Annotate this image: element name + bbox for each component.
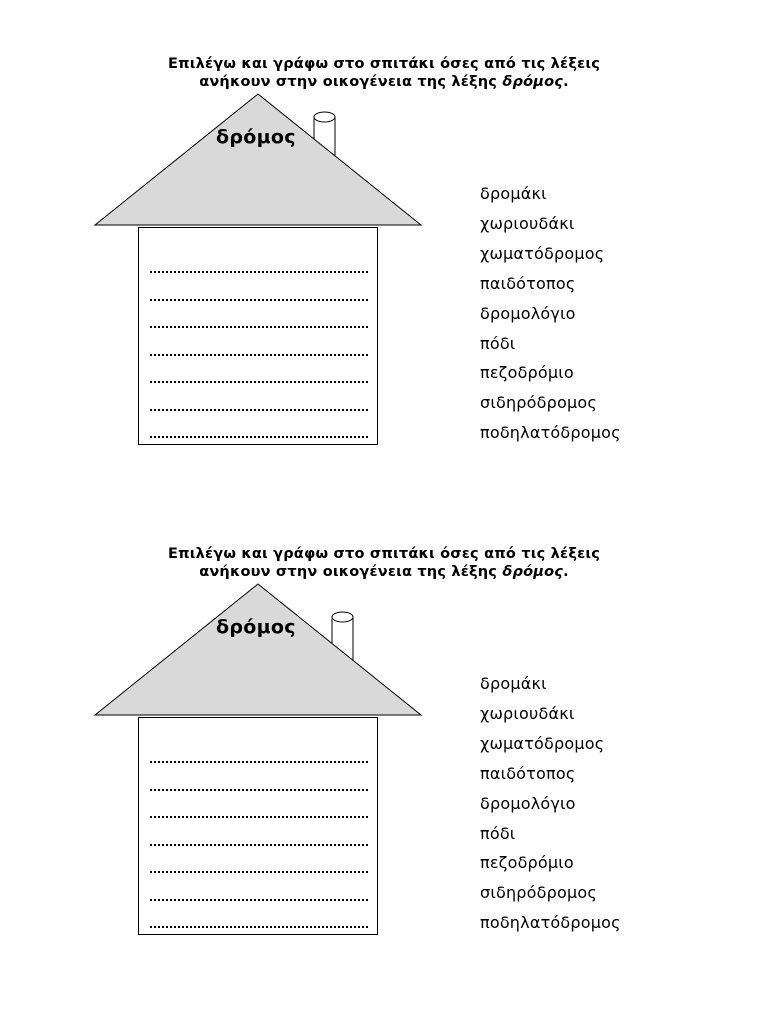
roof	[95, 94, 421, 225]
word-item: ποδηλατόδρομος	[480, 423, 621, 443]
word-item: ποδηλατόδρομος	[480, 913, 621, 933]
word-item: πεζοδρόμιο	[480, 363, 574, 383]
word-item: παιδότοπος	[480, 273, 576, 293]
exercise-1	[0, 55, 768, 495]
word-item: σιδηρόδρομος	[480, 393, 597, 413]
word-item: δρομάκι	[480, 184, 547, 203]
instruction-line-1: Επιλέγω και γράφω στο σπιτάκι όσες από τις λέξεις	[167, 546, 601, 562]
exercise-2	[0, 545, 768, 985]
instruction-line-2-prefix: ανήκουν στην οικογένεια της λέξης	[199, 564, 503, 580]
instruction-keyword: δρόμος	[502, 74, 564, 90]
word-item: χωριουδάκι	[480, 703, 575, 723]
writing-line-2[interactable]	[150, 298, 368, 301]
word-item: δρομάκι	[480, 674, 547, 693]
word-list	[480, 669, 621, 938]
house-writing-area[interactable]	[138, 227, 378, 445]
instruction-line-2-suffix: .	[563, 74, 569, 90]
word-list	[480, 179, 621, 448]
word-item: παιδότοπος	[480, 763, 576, 783]
writing-line-3[interactable]	[150, 815, 368, 818]
instruction-keyword: δρόμος	[502, 564, 564, 580]
instruction-line-2-suffix: .	[563, 564, 569, 580]
writing-line-5[interactable]	[150, 380, 368, 383]
writing-line-2[interactable]	[150, 788, 368, 791]
writing-line-7[interactable]	[150, 435, 368, 438]
word-item: σιδηρόδρομος	[480, 883, 597, 903]
word-item: χωματόδρομος	[480, 733, 605, 753]
writing-line-4[interactable]	[150, 843, 368, 846]
writing-line-1[interactable]	[150, 760, 368, 763]
instruction-line-2-prefix: ανήκουν στην οικογένεια της λέξης	[199, 74, 503, 90]
house-word: δρόμος	[216, 126, 296, 148]
word-item: πεζοδρόμιο	[480, 853, 574, 873]
writing-line-6[interactable]	[150, 898, 368, 901]
writing-line-3[interactable]	[150, 325, 368, 328]
writing-line-1[interactable]	[150, 270, 368, 273]
house-writing-area[interactable]	[138, 717, 378, 935]
word-item: πόδι	[480, 823, 516, 843]
word-item: δρομολόγιο	[480, 793, 576, 813]
word-item: χωματόδρομος	[480, 243, 605, 263]
house-word: δρόμος	[216, 616, 296, 638]
roof	[95, 584, 421, 715]
writing-line-5[interactable]	[150, 870, 368, 873]
writing-line-7[interactable]	[150, 925, 368, 928]
word-item: πόδι	[480, 333, 516, 353]
word-item: χωριουδάκι	[480, 213, 575, 233]
writing-line-4[interactable]	[150, 353, 368, 356]
writing-line-6[interactable]	[150, 408, 368, 411]
instruction-line-1: Επιλέγω και γράφω στο σπιτάκι όσες από τις λέξεις	[167, 56, 601, 72]
word-item: δρομολόγιο	[480, 303, 576, 323]
